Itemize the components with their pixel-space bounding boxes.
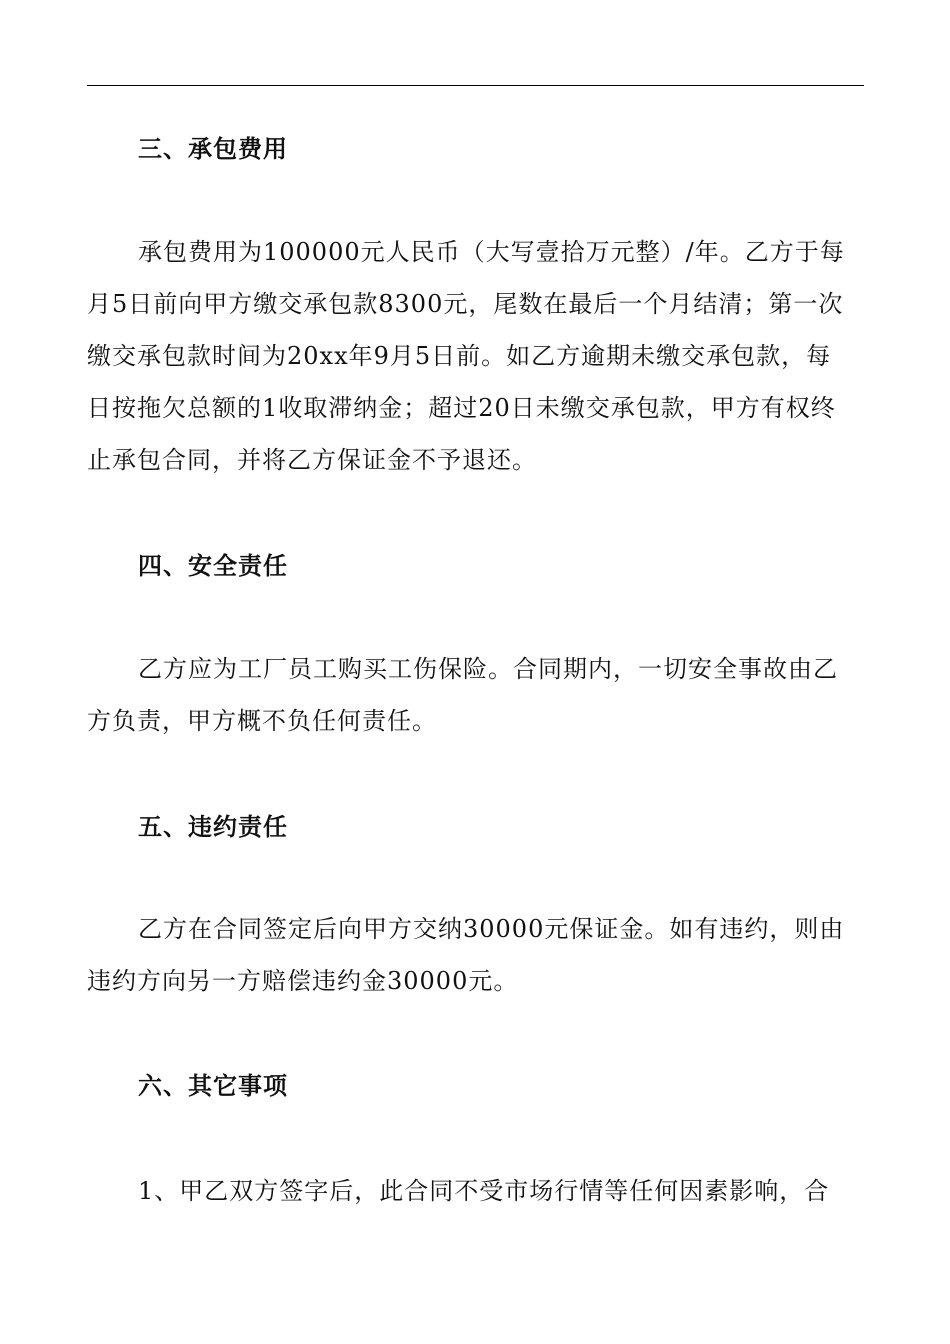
section-heading-breach: 五、违约责任	[138, 813, 288, 841]
text-line: 月5日前向甲方缴交承包款8300元，尾数在最后一个月结清；第一次	[87, 290, 844, 318]
text-line: 缴交承包款时间为20xx年9月5日前。如乙方逾期未缴交承包款，每	[87, 342, 832, 370]
text-line: 乙方应为工厂员工购买工伤保险。合同期内，一切安全事故由乙	[138, 655, 838, 683]
text-line: 止承包合同，并将乙方保证金不予退还。	[87, 446, 537, 474]
section-heading-safety: 四、安全责任	[138, 552, 288, 580]
section-heading-other: 六、其它事项	[138, 1072, 288, 1100]
text-line: 承包费用为100000元人民币（大写壹拾万元整）/年。乙方于每	[138, 238, 845, 266]
text-line: 1、甲乙双方签字后，此合同不受市场行情等任何因素影响，合	[138, 1177, 830, 1205]
text-line: 方负责，甲方概不负任何责任。	[87, 707, 437, 735]
text-line: 日按拖欠总额的1收取滞纳金；超过20日未缴交承包款，甲方有权终	[87, 394, 836, 422]
text-line: 乙方在合同签定后向甲方交纳30000元保证金。如有违约，则由	[138, 915, 845, 943]
header-rule	[87, 85, 864, 86]
section-heading-fees: 三、承包费用	[138, 135, 288, 163]
text-line: 违约方向另一方赔偿违约金30000元。	[87, 967, 519, 995]
